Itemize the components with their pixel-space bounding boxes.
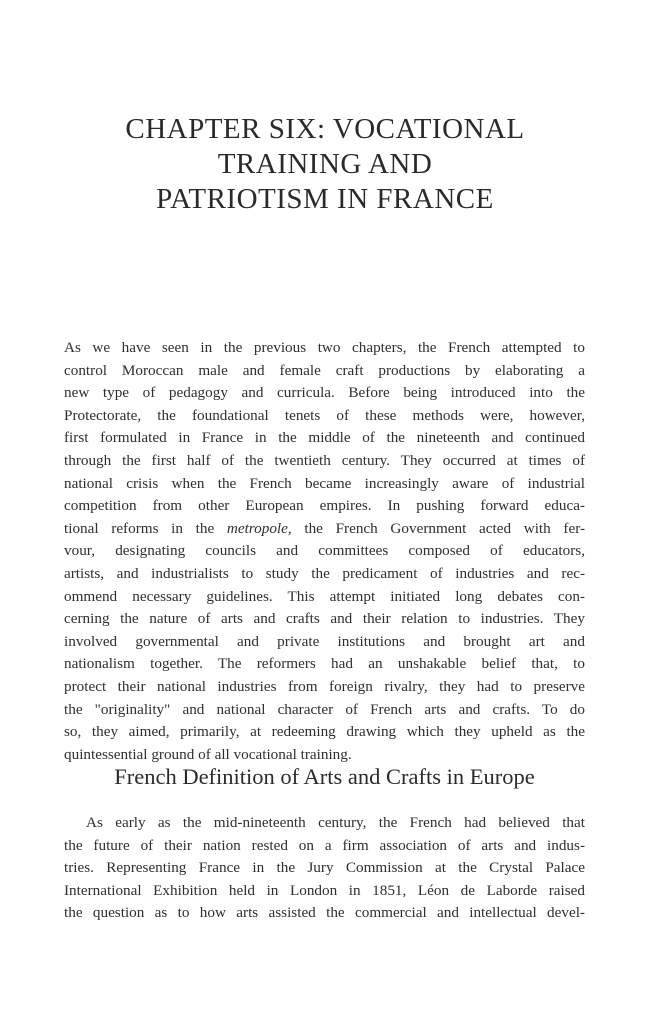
text-line: the future of their nation rested on a firm association of arts and indus- — [64, 836, 585, 854]
text-line: national crisis when the French became increasingly aware of industrial — [64, 474, 585, 492]
text-line: ommend necessary guidelines. This attempt initiated long debates con- — [64, 587, 585, 605]
text-line: tional reforms in the metropole, the French Government acted with fer- — [64, 519, 586, 537]
chapter-title-line: TRAINING AND — [217, 148, 433, 180]
text-line: nationalism together. The reformers had an unshakable belief that, to — [64, 655, 585, 673]
text-line: artists, and industrialists to study the predicament of industries and rec- — [64, 564, 585, 582]
text-line: control Moroccan male and female craft productions by elaborating a — [64, 361, 585, 379]
text-line: cerning the nature of arts and crafts and their relation to industries. They — [64, 610, 585, 628]
text-line: new type of pedagogy and curricula. Before being introduced into the — [64, 384, 585, 402]
text-line: tries. Representing France in the Jury Commission at the Crystal Palace — [64, 859, 585, 877]
text-line: so, they aimed, primarily, at redeeming drawing which they upheld as the — [64, 723, 585, 741]
section-paragraph — [64, 812, 585, 925]
text-line: through the first half of the twentieth century. They occurred at times of — [64, 451, 585, 469]
intro-paragraph — [64, 337, 585, 766]
text-line: involved governmental and private institutions and brought art and — [64, 632, 585, 650]
chapter-title-line: CHAPTER SIX: VOCATIONAL — [125, 113, 525, 145]
text-line: protect their national industries from foreign rivalry, they had to preserve — [64, 677, 585, 695]
text-line: vour, designating councils and committees composed of educators, — [64, 542, 585, 560]
text-line: As we have seen in the previous two chapters, the French attempted to — [64, 339, 585, 356]
text-line: Protectorate, the foundational tenets of these methods were, however, — [64, 406, 585, 424]
text-line: International Exhibition held in London in 1851, Léon de Laborde raised — [64, 881, 585, 899]
text-line: quintessential ground of all vocational training. — [64, 745, 352, 763]
text-line: first formulated in France in the middle of the nineteenth and continued — [64, 429, 585, 447]
text-line: the "originality" and national character of French arts and crafts. To do — [64, 700, 585, 718]
chapter-title — [70, 112, 580, 217]
text-line: As early as the mid-nineteenth century, the French had believed that — [86, 814, 585, 831]
text-line: competition from other European empires. In pushing forward educa- — [64, 497, 585, 515]
text-line: the question as to how arts assisted the commercial and intellectual devel- — [64, 904, 585, 922]
italic-term: metropole — [226, 519, 288, 537]
chapter-title-line: PATRIOTISM IN FRANCE — [156, 183, 494, 215]
section-heading: French Definition of Arts and Crafts in Europe — [114, 764, 535, 789]
